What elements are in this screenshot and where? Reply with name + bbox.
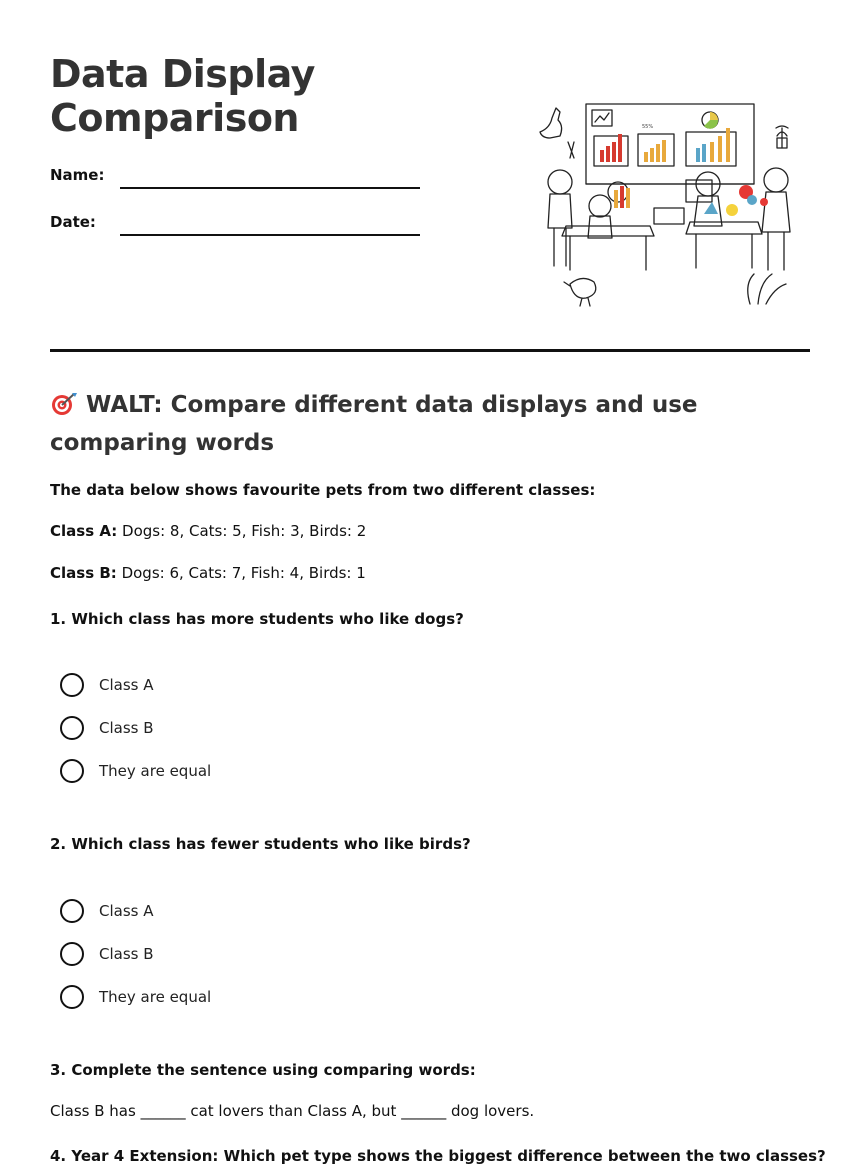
question-1: 1. Which class has more students who like dogs?: [50, 610, 464, 628]
question-2-option-1[interactable]: [60, 898, 154, 924]
date-label: Date:: [50, 213, 96, 231]
question-4: 4. Year 4 Extension: Which pet type shows the biggest difference between the two classes?: [50, 1147, 826, 1165]
radio-button[interactable]: [60, 985, 84, 1009]
name-field[interactable]: [120, 187, 420, 189]
question-3-sentence: Class B has ______ cat lovers than Class A, but ______ dog lovers.: [50, 1102, 535, 1120]
radio-button[interactable]: [60, 759, 84, 783]
title-line-1: Data Display: [50, 52, 315, 96]
target-icon: [50, 392, 78, 416]
radio-button[interactable]: [60, 899, 84, 923]
page-title: [50, 52, 470, 140]
title-line-2: Comparison: [50, 96, 299, 140]
radio-button[interactable]: [60, 942, 84, 966]
radio-button[interactable]: [60, 673, 84, 697]
class-b-label: Class B:: [50, 564, 117, 582]
name-label: Name:: [50, 166, 105, 184]
walt-text: WALT: Compare different data displays and use comparing words: [50, 392, 698, 456]
question-2-option-2[interactable]: [60, 941, 154, 967]
intro-text: The data below shows favourite pets from two different classes:: [50, 481, 596, 499]
walt-heading: [50, 386, 790, 462]
radio-button[interactable]: [60, 716, 84, 740]
option-label: They are equal: [99, 762, 212, 780]
question-1-option-3[interactable]: [60, 758, 211, 784]
option-label: Class B: [99, 719, 154, 737]
option-label: Class B: [99, 945, 154, 963]
class-a-data-line: [50, 522, 366, 540]
question-1-option-1[interactable]: [60, 672, 154, 698]
header-divider: [50, 349, 810, 352]
option-label: They are equal: [99, 988, 212, 1006]
class-a-data: Dogs: 8, Cats: 5, Fish: 3, Birds: 2: [122, 522, 367, 540]
classroom-data-charts-illustration: [530, 98, 800, 312]
class-a-label: Class A:: [50, 522, 118, 540]
date-field[interactable]: [120, 234, 420, 236]
class-b-data-line: [50, 564, 366, 582]
option-label: Class A: [99, 676, 154, 694]
svg-text:55%: 55%: [642, 124, 654, 130]
option-label: Class A: [99, 902, 154, 920]
question-2: 2. Which class has fewer students who like birds?: [50, 835, 471, 853]
question-2-option-3[interactable]: [60, 984, 211, 1010]
class-b-data: Dogs: 6, Cats: 7, Fish: 4, Birds: 1: [121, 564, 366, 582]
question-1-option-2[interactable]: [60, 715, 154, 741]
question-3: 3. Complete the sentence using comparing words:: [50, 1061, 476, 1079]
